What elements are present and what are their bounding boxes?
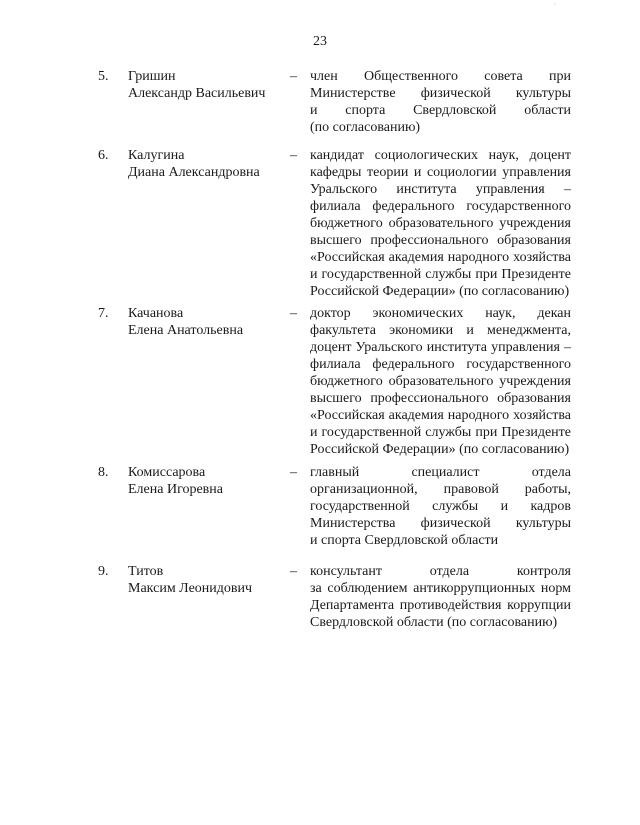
description-line: консультант отдела контроля — [310, 564, 571, 579]
description-line: факультета экономики и менеджмента, — [310, 323, 571, 338]
entry-dash: – — [290, 465, 297, 480]
description-line: бюджетного образовательного учреждения — [310, 374, 571, 389]
description-line: филиала федерального государственного — [310, 357, 571, 372]
member-given-names: Елена Игоревна — [128, 482, 223, 497]
description-line: Министерстве физической культуры — [310, 86, 571, 101]
description-line: и спорта Свердловской области — [310, 533, 499, 548]
description-line: главный специалист отдела — [310, 465, 571, 480]
corner-mark: · — [553, 0, 556, 9]
description-line: и спорта Свердловской области — [310, 103, 571, 118]
description-line: бюджетного образовательного учреждения — [310, 216, 571, 231]
description-line: член Общественного совета при — [310, 69, 571, 84]
entry-dash: – — [290, 564, 297, 579]
description-line: и государственной службы при Президенте — [310, 267, 571, 282]
description-line: организационной, правовой работы, — [310, 482, 571, 497]
member-surname: Гришин — [128, 69, 176, 84]
member-surname: Качанова — [128, 306, 184, 321]
description-line: Министерства физической культуры — [310, 516, 571, 531]
member-description — [310, 147, 571, 300]
entry-number: 6. — [98, 148, 109, 163]
description-line: Уральского института управления – — [310, 182, 571, 197]
description-line: кандидат социологических наук, доцент — [310, 148, 571, 163]
description-line: Свердловской области (по согласованию) — [310, 615, 558, 630]
description-line: филиала федерального государственного — [310, 199, 571, 214]
description-line: Российской Федерации» (по согласованию) — [310, 284, 570, 299]
member-description — [310, 563, 571, 631]
entry-number: 8. — [98, 465, 109, 480]
member-description — [310, 68, 571, 136]
description-line: доцент Уральского института управления – — [310, 340, 571, 355]
entry-number: 9. — [98, 564, 109, 579]
entry-dash: – — [290, 69, 297, 84]
member-name — [128, 147, 260, 181]
member-given-names: Максим Леонидович — [128, 581, 253, 596]
description-line: Департамента противодействия коррупции — [310, 598, 571, 613]
member-surname: Комиссарова — [128, 465, 206, 480]
member-given-names: Александр Васильевич — [128, 86, 266, 101]
member-description — [310, 305, 571, 458]
member-surname: Титов — [128, 564, 164, 579]
description-line: кафедры теории и социологии управления — [310, 165, 571, 180]
entry-dash: – — [290, 306, 297, 321]
description-line: «Российская академия народного хозяйства — [310, 250, 571, 265]
page-number: 23 — [313, 34, 327, 49]
member-given-names: Диана Александровна — [128, 165, 260, 180]
member-given-names: Елена Анатольевна — [128, 323, 244, 338]
member-description — [310, 464, 571, 549]
member-name — [128, 464, 223, 498]
entry-number: 7. — [98, 306, 109, 321]
entry-number: 5. — [98, 69, 109, 84]
member-name — [128, 563, 252, 597]
entry-dash: – — [290, 148, 297, 163]
description-line: за соблюдением антикоррупционных норм — [310, 581, 571, 596]
description-line: высшего профессионального образования — [310, 391, 571, 406]
description-line: и государственной службы при Президенте — [310, 425, 571, 440]
member-name — [128, 305, 243, 339]
description-line: государственной службы и кадров — [310, 499, 571, 514]
description-line: высшего профессионального образования — [310, 233, 571, 248]
member-surname: Калугина — [128, 148, 185, 163]
description-line: (по согласованию) — [310, 120, 421, 135]
description-line: Российской Федерации» (по согласованию) — [310, 442, 570, 457]
member-name — [128, 68, 265, 102]
description-line: доктор экономических наук, декан — [310, 306, 571, 321]
description-line: «Российская академия народного хозяйства — [310, 408, 571, 423]
